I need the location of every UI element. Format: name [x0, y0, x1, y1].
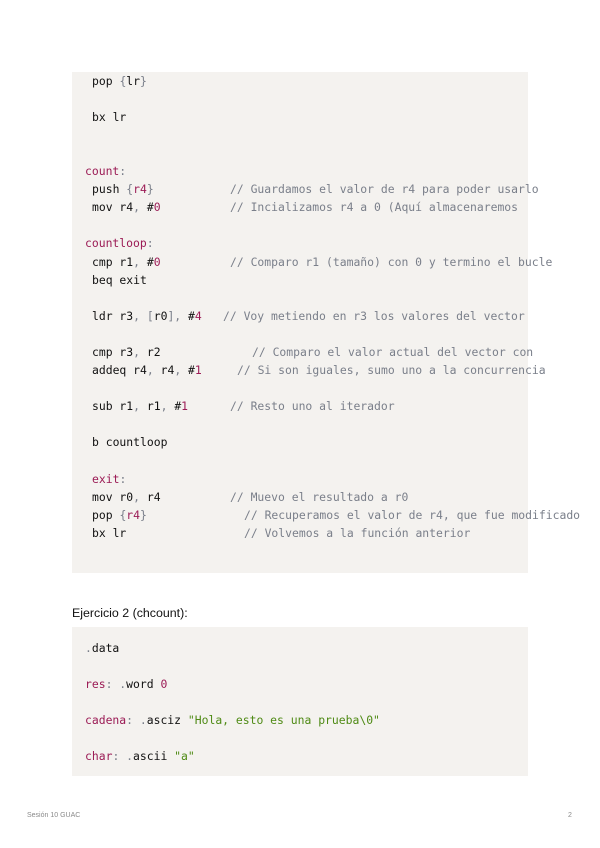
code-line: sub r1, r1, #1 — [92, 399, 189, 413]
code-comment: // Incializamos r4 a 0 (Aquí almacenaremos — [230, 200, 519, 214]
code-comment: // Comparo r1 (tamaño) con 0 y termino el bucle — [230, 255, 553, 269]
code-line: res: .word 0 — [85, 677, 168, 691]
code-label: count: — [85, 164, 127, 178]
code-line: push {r4} — [92, 182, 154, 196]
code-line: cmp r3, r2 — [92, 345, 161, 359]
code-comment: // Voy metiendo en r3 los valores del vector — [223, 309, 525, 323]
code-line: beq exit — [92, 273, 147, 287]
code-label: countloop: — [85, 236, 154, 250]
page-number: 2 — [568, 812, 572, 819]
code-line: ldr r3, [r0], #4 — [92, 309, 202, 323]
code-label: exit: — [92, 472, 127, 486]
code-line: pop {lr} — [92, 74, 147, 88]
code-line: addeq r4, r4, #1 — [92, 363, 202, 377]
code-block-count — [72, 72, 581, 573]
code-line: cadena: .asciz "Hola, esto es una prueba\0" — [85, 713, 380, 727]
section-heading: Ejercicio 2 (chcount): — [72, 606, 188, 620]
code-comment: // Comparo el valor actual del vector con — [252, 345, 534, 359]
code-line: char: .ascii "a" — [85, 749, 195, 763]
code-comment: // Recuperamos el valor de r4, que fue modificado — [244, 508, 581, 522]
code-comment: // Volvemos a la función anterior — [244, 526, 471, 540]
code-line: bx lr — [92, 526, 127, 540]
code-line: mov r0, r4 — [92, 490, 161, 504]
code-line: b countloop — [92, 435, 168, 449]
code-line: bx lr — [92, 110, 127, 124]
code-line: mov r4, #0 — [92, 200, 161, 214]
code-comment: // Guardamos el valor de r4 para poder usarlo — [230, 182, 539, 196]
code-line: cmp r1, #0 — [92, 255, 161, 269]
code-comment: // Si son iguales, sumo uno a la concurrencia — [237, 363, 546, 377]
footer-left: Sesión 10 GUAC — [27, 812, 81, 819]
code-line: pop {r4} — [92, 508, 147, 522]
code-comment: // Resto uno al iterador — [230, 399, 395, 413]
code-comment: // Muevo el resultado a r0 — [230, 490, 409, 504]
code-block-data — [72, 627, 528, 776]
code-line: .data — [85, 641, 120, 655]
